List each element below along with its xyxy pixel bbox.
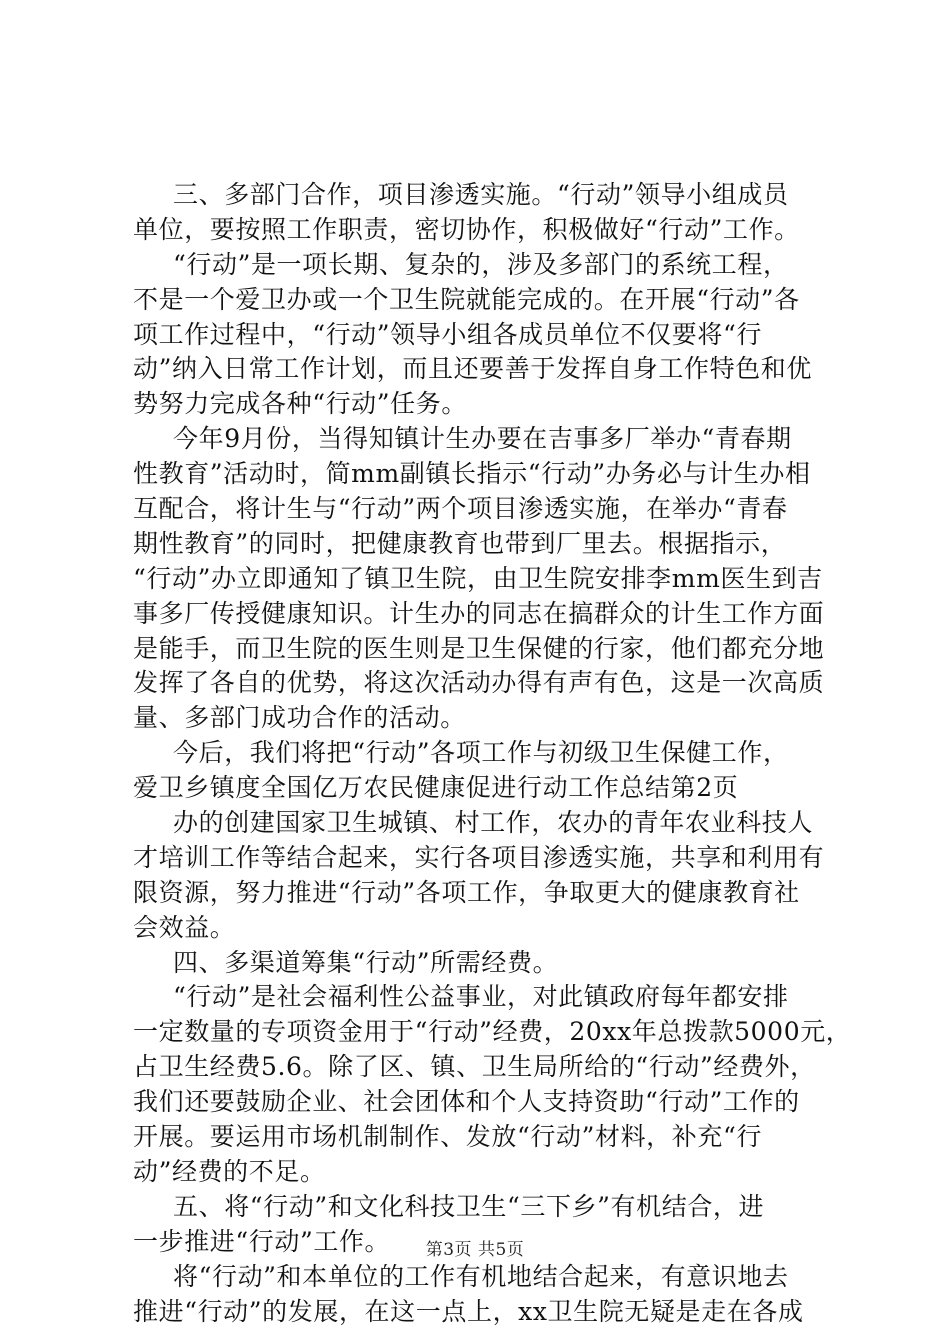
text-line: 推进“行动”的发展，在这一点上，xx卫生院无疑是走在各成	[133, 1296, 804, 1326]
text-line: 将“行动”和本单位的工作有机地结合起来，有意识地去	[173, 1261, 789, 1291]
text-line: 才培训工作等结合起来，实行各项目渗透实施，共享和利用有	[133, 842, 825, 872]
text-line: 期性教育”的同时，把健康教育也带到厂里去。根据指示，	[133, 528, 787, 558]
page-break-title: 爱卫乡镇度全国亿万农民健康促进行动工作总结第2页	[133, 773, 739, 803]
body-text	[133, 178, 852, 1329]
text-line: 三、多部门合作，项目渗透实施。“行动”领导小组成员	[173, 180, 789, 209]
text-line: 动”经费的不足。	[133, 1156, 326, 1186]
text-line: 今年9月份，当得知镇计生办要在吉事多厂举办“青春期	[173, 424, 792, 454]
text-line: 限资源，努力推进“行动”各项工作，争取更大的健康教育社	[133, 877, 800, 907]
text-line: 单位，要按照工作职责，密切协作，积极做好“行动”工作。	[133, 214, 800, 244]
text-line: “行动”是一项长期、复杂的，涉及多部门的系统工程，	[173, 249, 789, 279]
text-line: 性教育”活动时，简mm副镇长指示“行动”办务必与计生办相	[133, 459, 811, 489]
text-line: 发挥了各自的优势，将这次活动办得有声有色，这是一次高质	[133, 668, 825, 698]
text-line: 是能手，而卫生院的医生则是卫生保健的行家，他们都充分地	[133, 633, 825, 663]
page-footer: 第3页 共5页	[425, 1240, 525, 1260]
text-line: 我们还要鼓励企业、社会团体和个人支持资助“行动”工作的	[133, 1087, 800, 1117]
text-line: 量、多部门成功合作的活动。	[133, 703, 466, 733]
text-line: 一步推进“行动”工作。	[133, 1226, 391, 1256]
section-heading: 四、多渠道筹集“行动”所需经费。	[173, 947, 559, 977]
text-line: 办的创建国家卫生城镇、村工作，农办的青年农业科技人	[173, 808, 814, 838]
text-line: 开展。要运用市场机制制作、发放“行动”材料，补充“行	[133, 1122, 762, 1152]
text-line: 互配合，将计生与“行动”两个项目渗透实施，在举办“青春	[133, 494, 788, 524]
text-line: “行动”办立即通知了镇卫生院，由卫生院安排李mm医生到吉	[133, 563, 823, 593]
text-line: 一定数量的专项资金用于“行动”经费，20xx年总拨款5000元，	[133, 1017, 852, 1047]
text-line: 占卫生经费5.6。除了区、镇、卫生局所给的“行动”经费外，	[133, 1052, 816, 1082]
text-line: 事多厂传授健康知识。计生办的同志在搞群众的计生工作方面	[133, 598, 825, 628]
section-heading: 五、将“行动”和文化科技卫生“三下乡”有机结合，进	[173, 1191, 765, 1221]
text-line: 今后，我们将把“行动”各项工作与初级卫生保健工作，	[173, 738, 789, 768]
text-line: 动”纳入日常工作计划，而且还要善于发挥自身工作特色和优	[133, 354, 812, 384]
text-line: 不是一个爱卫办或一个卫生院就能完成的。在开展“行动”各	[133, 284, 800, 314]
text-line: 势努力完成各种“行动”任务。	[133, 389, 467, 419]
text-line: 项工作过程中，“行动”领导小组各成员单位不仅要将“行	[133, 319, 762, 349]
text-line: 会效益。	[133, 912, 236, 942]
text-line: “行动”是社会福利性公益事业，对此镇政府每年都安排	[173, 982, 789, 1012]
